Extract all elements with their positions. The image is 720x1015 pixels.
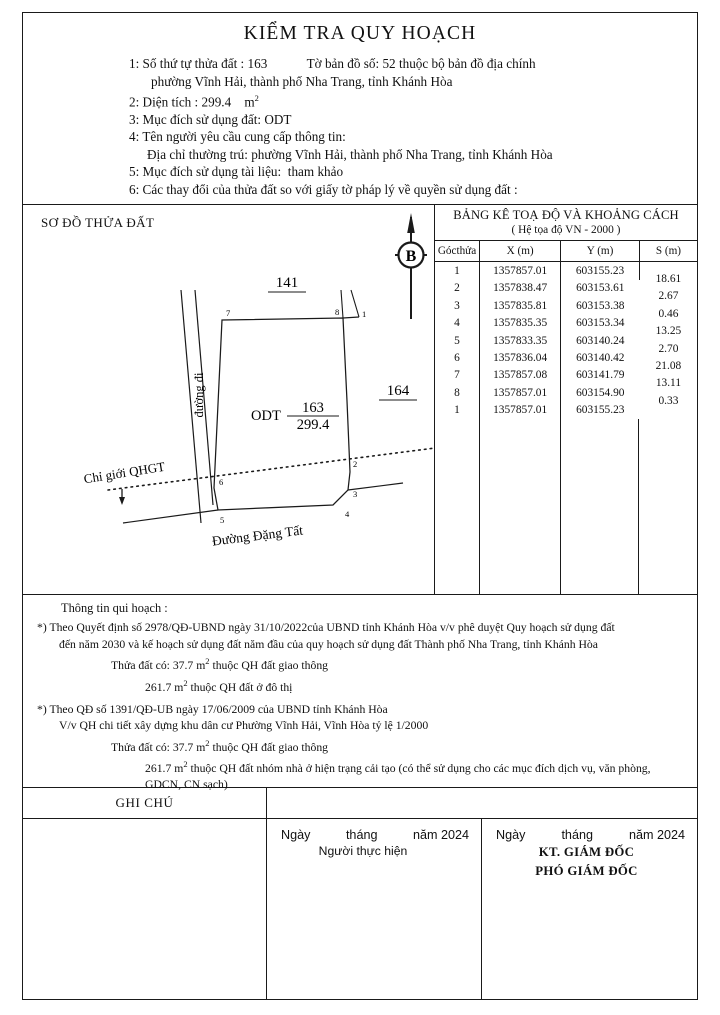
signature-role-director-line1: KT. GIÁM ĐỐC [538,845,635,860]
vertex-label-4: 4 [345,509,350,520]
planning-entry-1-item-2-sup: 2 [183,677,188,688]
footer-header-blank [267,788,697,818]
planning-entry-1-item-1-pre: Thửa đất có: 37.7 m [111,659,206,673]
note-label-cell [23,788,267,818]
vertex-label-3: 3 [353,489,358,500]
document-page [22,12,698,1000]
boundary-line-label: Chỉ giới QHGT [82,459,166,487]
planning-entry-1-line-2: đến năm 2030 và kế hoạch sử dụng đất năm đầu của quy hoạch sử dụng đất Thành phố Nha Trang, tỉnh Khánh Hòa [59,637,598,651]
cell-x: 1357833.35 [480,332,561,349]
cell-y: 603154.90 [576,386,625,399]
cell-goc-thua: 3 [435,297,480,314]
vertex-label-7: 7 [226,308,231,319]
planning-entry-2-item-1-pre: Thửa đất có: 37.7 m [111,740,206,754]
cell-distance: 13.25 [655,325,682,338]
column-header-goc-thua: Gócthửa [435,241,480,262]
header-line-changes: 6: Các thay đổi của thửa đất so với giấy tờ pháp lý về quyền sử dụng đất : [129,181,518,197]
planning-entry-2-item-2-pre: 261.7 m [145,761,184,775]
footer-signature-row [23,819,697,999]
coordinate-table [435,241,697,419]
date-year-left: năm 2024 [412,828,469,843]
cell-y: 603153.61 [576,282,625,295]
vertex-label-5: 5 [220,515,225,526]
planning-info-section [23,595,697,792]
cell-x: 1357857.01 [480,402,561,419]
cell-goc-thua: 7 [435,367,480,384]
cell-goc-thua: 6 [435,349,480,366]
planning-entry-1-item-1-post: thuộc QH đất giao thông [209,659,329,673]
cell-distance: 0.33 [658,394,679,407]
filler-col-y [561,419,640,594]
header-section [23,13,697,205]
planning-entry-1-line-1: *) Theo Quyết định số 2978/QĐ-UBND ngày 31/10/2022của UBND tỉnh Khánh Hòa v/v phê duyệt Quy hoạch sử dụng đất [37,621,615,635]
date-day-right: Ngày [496,828,526,843]
compass-rose [389,211,433,323]
cell-distance-column [639,262,697,419]
column-header-x: X (m) [480,241,561,262]
cell-goc-thua: 1 [435,262,480,280]
vertex-label-8: 8 [335,307,340,318]
area-text: 2: Diện tích : 299.4 [129,94,232,110]
cell-distance: 2.70 [658,342,679,355]
cell-x: 1357857.01 [480,262,561,280]
cell-distance: 13.11 [655,377,682,390]
street-name-label: Đường Đặng Tất [211,522,304,549]
date-day-left: Ngày [281,828,311,843]
cell-distance: 21.08 [655,360,682,373]
date-year-right: năm 2024 [628,828,685,843]
signature-date-right [482,828,697,842]
footer-note-header-row [23,788,697,819]
note-label: GHI CHÚ [115,795,174,811]
column-header-s: S (m) [639,241,697,262]
area-unit: m [244,94,255,110]
table-header-row [435,241,697,262]
compass-north-letter: B [405,248,417,266]
diagram-title: SƠ ĐỒ THỬA ĐẤT [41,215,155,231]
date-month-left: tháng [345,828,378,843]
cell-x: 1357835.81 [480,297,561,314]
planning-entry-2-item-1 [33,735,687,756]
filler-col-s [639,419,697,594]
header-line-requester: 4: Tên người yêu cầu cung cấp thông tin: [129,129,346,145]
neighbor-parcel-164: 164 [386,383,410,400]
cell-goc-thua: 1 [435,402,480,419]
signature-role-performer: Người thực hiện [318,844,408,859]
footer-section [23,788,697,999]
planning-entry-1-item-1 [33,653,687,674]
page-title: KIỂM TRA QUY HOẠCH [243,23,477,44]
signature-role-director-line2: PHÓ GIÁM ĐỐC [535,864,638,879]
cell-distance: 0.46 [658,307,679,320]
cell-y: 603155.23 [576,404,625,417]
planning-entry-2-line-2: V/v QH chi tiết xây dựng khu dân cư Phường Vĩnh Hải, Vĩnh Hòa tỷ lệ 1/2000 [59,719,429,733]
vertex-label-6: 6 [219,477,224,488]
header-line-parcel-index: 1: Số thứ tự thửa đất : 163 Tờ bản đồ số: 52 thuộc bộ bản đồ địa chính [129,56,536,71]
planning-entry-1-item-2 [33,675,687,696]
road-side-label: đường đi [192,372,206,418]
header-line-purpose: 3: Mục đích sử dụng đất: ODT [129,111,292,127]
cell-y: 603153.34 [576,317,625,330]
planning-entry-2-line-1: *) Theo QĐ số 1391/QĐ-UB ngày 17/06/2009 của UBND tỉnh Khánh Hòa [37,702,388,716]
planning-entry-2-item-2-post: thuộc QH đất nhóm nhà ở hiện trạng cải tạo (có thể sử dụng cho các mục đích dịch vụ, văn phòng, GDCN, CN sạch) [145,761,651,792]
parcel-diagram-svg [23,205,435,594]
header-line-ward: phường Vĩnh Hải, thành phố Nha Trang, tỉnh Khánh Hòa [151,73,453,89]
coordinate-table-title [435,205,697,241]
planning-entry-2-item-1-sup: 2 [205,737,210,748]
cell-x: 1357835.35 [480,315,561,332]
planning-entry-1-item-1-sup: 2 [205,656,210,667]
cell-x: 1357857.08 [480,367,561,384]
signature-block-director[interactable] [482,819,697,999]
parcel-code-label: ODT [251,408,281,425]
cell-goc-thua: 4 [435,315,480,332]
column-header-y: Y (m) [561,241,640,262]
signature-date-left [267,828,481,842]
planning-entry-2-item-2-sup: 2 [183,758,188,769]
cell-distance: 2.67 [658,290,679,303]
note-content-cell[interactable] [23,819,267,999]
parcel-area-label: 299.4 [296,417,330,434]
coordinate-table-subtitle: ( Hệ tọa độ VN - 2000 ) [511,223,621,236]
area-unit-exponent: 2 [254,93,259,103]
header-line-address: Địa chỉ thường trú: phường Vĩnh Hải, thành phố Nha Trang, tỉnh Khánh Hòa [147,146,553,162]
coordinate-table-body [435,262,697,419]
filler-col-goc [435,419,480,594]
date-month-right: tháng [561,828,593,843]
header-line-area [23,90,697,111]
vertex-label-1: 1 [362,309,367,320]
parcel-number-label: 163 [302,400,324,417]
cell-x: 1357838.47 [480,280,561,297]
cell-y: 603155.23 [561,262,640,280]
coordinate-table-filler [435,419,697,594]
middle-section [23,205,697,595]
cell-distance: 18.61 [655,273,682,286]
cell-y: 603140.24 [576,334,625,347]
header-line-doc-purpose: 5: Mục đích sử dụng tài liệu: tham khảo [129,164,344,180]
cell-goc-thua: 2 [435,280,480,297]
table-row [435,262,697,280]
filler-col-x [480,419,561,594]
cell-x: 1357857.01 [480,384,561,401]
planning-entry-1-item-2-post: thuộc QH đất ở đô thị [187,680,293,694]
cell-goc-thua: 8 [435,384,480,401]
vertex-label-2: 2 [353,459,358,470]
cell-x: 1357836.04 [480,349,561,366]
cell-y: 603153.38 [576,299,625,312]
planning-info-heading: Thông tin qui hoạch : [61,601,168,616]
signature-block-performer[interactable] [267,819,482,999]
neighbor-parcel-141: 141 [275,275,299,292]
cell-goc-thua: 5 [435,332,480,349]
coordinate-table-title-main: BẢNG KÊ TOẠ ĐỘ VÀ KHOẢNG CÁCH [453,208,679,223]
planning-entry-1-item-2-pre: 261.7 m [145,680,184,694]
coordinate-table-pane [435,205,697,594]
parcel-diagram-pane [23,205,435,594]
cell-y: 603141.79 [576,369,625,382]
cell-y: 603140.42 [576,352,625,365]
planning-entry-2-item-1-post: thuộc QH đất giao thông [209,740,329,754]
